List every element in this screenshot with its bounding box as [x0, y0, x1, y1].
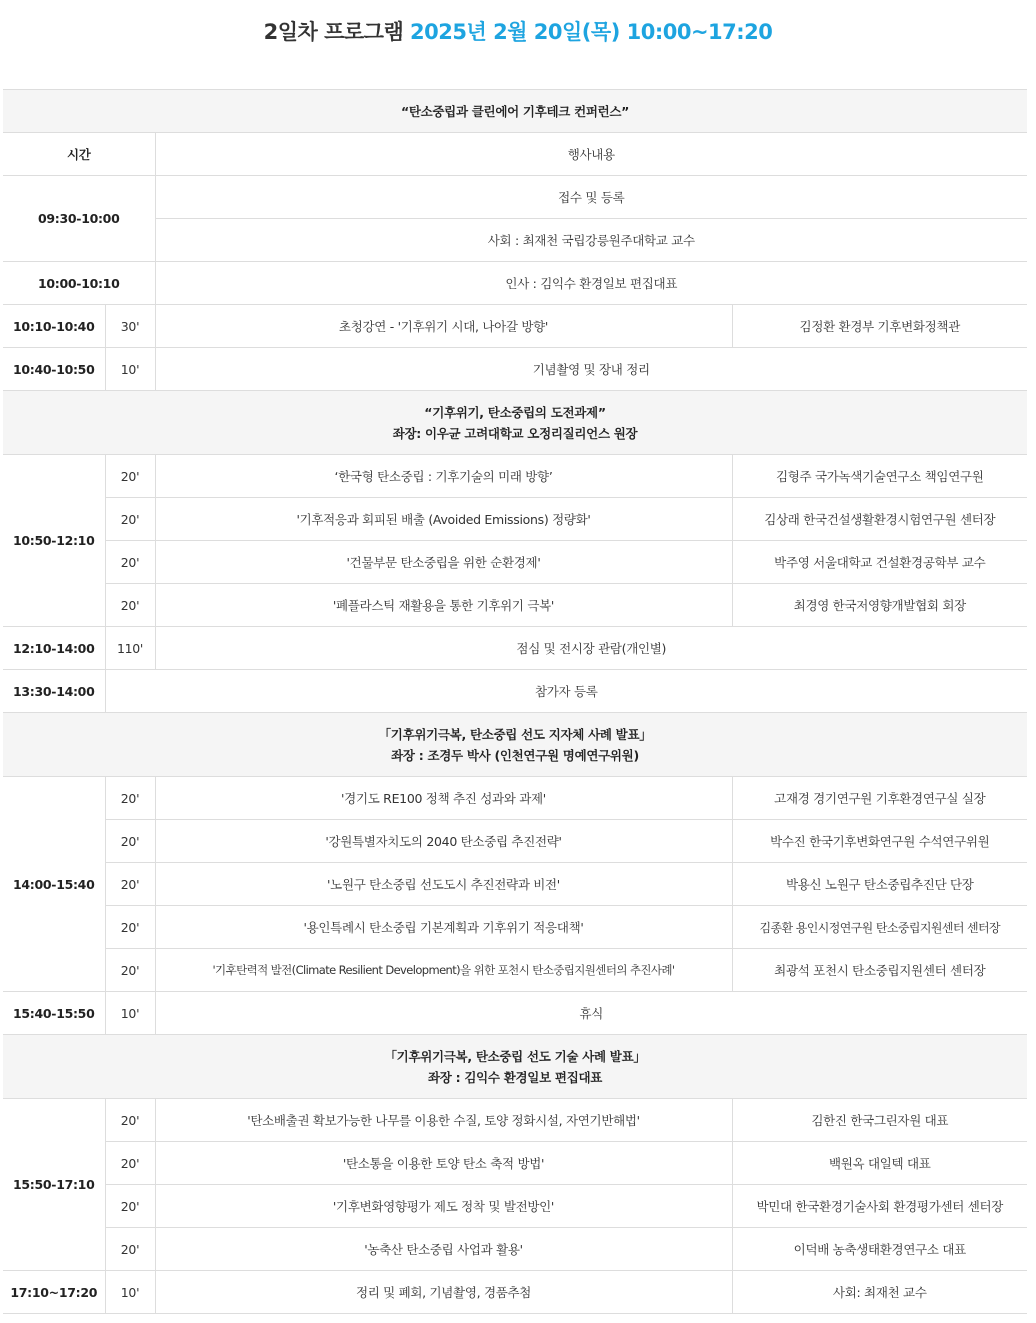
session3-header [3, 1035, 1027, 1099]
talk-topic: '탄소통을 이용한 토양 탄소 축적 방법' [155, 1142, 732, 1185]
talk-duration: 20' [105, 1185, 155, 1228]
talk-duration: 20' [105, 455, 155, 498]
talk-speaker: 박주영 서울대학교 건설환경공학부 교수 [732, 541, 1027, 584]
time-session2: 14:00-15:40 [3, 777, 105, 992]
col-header-time: 시간 [3, 133, 155, 176]
time-keynote: 10:10-10:40 [3, 305, 105, 348]
talk-topic: '기후탄력적 발전(Climate Resilient Development)을 위한 포천시 탄소중립지원센터의 추진사례' [155, 949, 732, 992]
time-registration: 09:30-10:00 [3, 176, 155, 262]
duration-lunch: 110' [105, 627, 155, 670]
page-title [0, 0, 1036, 64]
talk-topic: '기후적응과 회피된 배출 (Avoided Emissions) 정량화' [155, 498, 732, 541]
talk-topic: '농축산 탄소중립 사업과 활용' [155, 1228, 732, 1271]
session2-chair: 좌장 : 조경두 박사 (인천연구원 명예연구위원) [391, 747, 639, 763]
time-session3: 15:50-17:10 [3, 1099, 105, 1271]
talk-speaker: 김한진 한국그린자원 대표 [732, 1099, 1027, 1142]
keynote-topic: 초청강연 - '기후위기 시대, 나아갈 방향' [155, 305, 732, 348]
talk-duration: 20' [105, 498, 155, 541]
talk-duration: 20' [105, 863, 155, 906]
talk-speaker: 박민대 한국환경기술사회 환경평가센터 센터장 [732, 1185, 1027, 1228]
talk-topic: '기후변화영향평가 제도 정착 및 발전방인' [155, 1185, 732, 1228]
closing-cell: 정리 및 폐회, 기념촬영, 경품추첨 [155, 1271, 732, 1314]
session1-header [3, 391, 1027, 455]
talk-speaker: 박수진 한국기후변화연구원 수석연구위원 [732, 820, 1027, 863]
registration-cell: 접수 및 등록 [155, 176, 1027, 219]
session3-chair: 좌장 : 김익수 환경일보 편집대표 [428, 1069, 603, 1085]
session3-title: 「기후위기극복, 탄소중립 선도 기술 사례 발표」 [384, 1048, 646, 1064]
talk-speaker: 김종환 용인시정연구원 탄소중립지원센터 센터장 [732, 906, 1027, 949]
talk-speaker: 김상래 한국건설생활환경시험연구원 센터장 [732, 498, 1027, 541]
talk-topic: '폐플라스틱 재활용을 통한 기후위기 극복' [155, 584, 732, 627]
talk-speaker: 이덕배 농축생태환경연구소 대표 [732, 1228, 1027, 1271]
photo-cell: 기념촬영 및 장내 정리 [155, 348, 1027, 391]
date-time: 2025년 2월 20일(목) 10:00~17:20 [410, 20, 773, 44]
talk-duration: 20' [105, 820, 155, 863]
program-table [3, 89, 1027, 1314]
talk-speaker: 최광석 포천시 탄소중립지원센터 센터장 [732, 949, 1027, 992]
talk-speaker: 박용신 노원구 탄소중립추진단 단장 [732, 863, 1027, 906]
closing-mc: 사회: 최재천 교수 [732, 1271, 1027, 1314]
day-label: 2일차 프로그램 [263, 20, 404, 44]
talk-topic: '노원구 탄소중립 선도도시 추진전략과 비전' [155, 863, 732, 906]
talk-speaker: 고재경 경기연구원 기후환경연구실 실장 [732, 777, 1027, 820]
time-participant-registration: 13:30-14:00 [3, 670, 105, 713]
col-header-content: 행사내용 [155, 133, 1027, 176]
talk-topic: ‘한국형 탄소중립 : 기후기술의 미래 방향’ [155, 455, 732, 498]
talk-duration: 20' [105, 1099, 155, 1142]
time-photo: 10:40-10:50 [3, 348, 105, 391]
time-closing: 17:10~17:20 [3, 1271, 105, 1314]
talk-speaker: 최경영 한국저영향개발협회 회장 [732, 584, 1027, 627]
talk-duration: 20' [105, 1142, 155, 1185]
talk-duration: 20' [105, 584, 155, 627]
break-cell: 휴식 [155, 992, 1027, 1035]
duration-photo: 10' [105, 348, 155, 391]
talk-topic: '건물부문 탄소중립을 위한 순환경제' [155, 541, 732, 584]
keynote-speaker: 김정환 환경부 기후변화정책관 [732, 305, 1027, 348]
talk-speaker: 김형주 국가녹색기술연구소 책임연구원 [732, 455, 1027, 498]
duration-closing: 10' [105, 1271, 155, 1314]
talk-duration: 20' [105, 906, 155, 949]
talk-duration: 20' [105, 1228, 155, 1271]
talk-topic: '경기도 RE100 정책 추진 성과와 과제' [155, 777, 732, 820]
conference-title: “탄소중립과 클린에어 기후테크 컨퍼런스” [3, 90, 1027, 133]
time-greeting: 10:00-10:10 [3, 262, 155, 305]
participant-registration-cell: 참가자 등록 [105, 670, 1027, 713]
session1-chair: 좌장: 이우균 고려대학교 오정리질리언스 원장 [392, 425, 638, 441]
session2-title: 「기후위기극복, 탄소중립 선도 지자체 사례 발표」 [378, 726, 652, 742]
talk-speaker: 백원옥 대일텍 대표 [732, 1142, 1027, 1185]
mc-cell: 사회 : 최재천 국립강릉원주대학교 교수 [155, 219, 1027, 262]
talk-duration: 20' [105, 777, 155, 820]
talk-topic: '탄소배출권 확보가능한 나무를 이용한 수질, 토양 정화시설, 자연기반해법' [155, 1099, 732, 1142]
time-lunch: 12:10-14:00 [3, 627, 105, 670]
time-break: 15:40-15:50 [3, 992, 105, 1035]
talk-topic: '강원특별자치도의 2040 탄소중립 추진전략' [155, 820, 732, 863]
talk-duration: 20' [105, 949, 155, 992]
lunch-cell: 점심 및 전시장 관람(개인별) [155, 627, 1027, 670]
talk-topic: '용인특례시 탄소중립 기본계획과 기후위기 적응대책' [155, 906, 732, 949]
time-session1: 10:50-12:10 [3, 455, 105, 627]
session2-header [3, 713, 1027, 777]
duration-keynote: 30' [105, 305, 155, 348]
session1-title: “기후위기, 탄소중립의 도전과제” [424, 404, 606, 420]
greeting-cell: 인사 : 김익수 환경일보 편집대표 [155, 262, 1027, 305]
talk-duration: 20' [105, 541, 155, 584]
duration-break: 10' [105, 992, 155, 1035]
